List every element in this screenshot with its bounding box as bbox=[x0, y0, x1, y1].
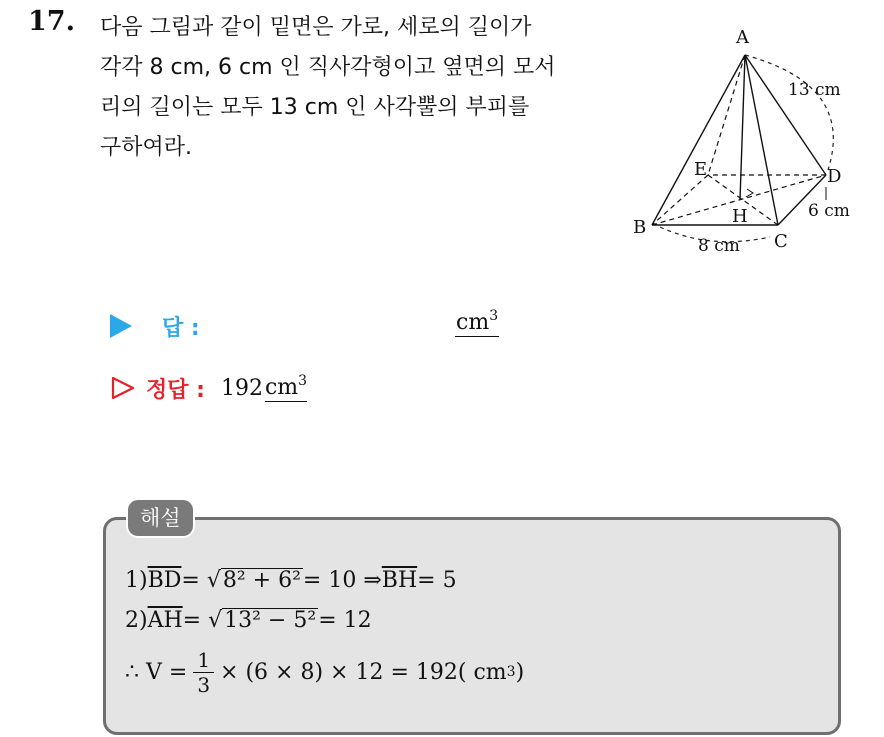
label-B: B bbox=[633, 217, 647, 238]
question-line-1: 다음 그림과 같이 밑면은 가로, 세로의 길이가 bbox=[100, 15, 532, 40]
solution-tab: 해설 bbox=[128, 500, 193, 536]
fraction-numerator: 1 bbox=[193, 648, 214, 673]
solution-line-1 bbox=[125, 560, 524, 600]
line3-close: ) bbox=[515, 659, 525, 685]
height-AH bbox=[740, 55, 745, 200]
edge-AB bbox=[652, 55, 745, 225]
answer-input[interactable] bbox=[455, 310, 499, 337]
circumscribed-arc bbox=[745, 55, 833, 170]
answer-label: 답 : bbox=[162, 315, 200, 341]
label-C: C bbox=[774, 231, 788, 252]
label-edge-length: 13 cm bbox=[788, 80, 841, 100]
line3-rest: × (6 × 8) × 12 = 192( cm bbox=[220, 659, 507, 685]
line1-radicand: 8² + 6² bbox=[222, 567, 301, 593]
segment-bh: $\overline{BH}$ bbox=[381, 567, 418, 593]
answer-unit: cm bbox=[456, 310, 490, 335]
line2-eq: = √ bbox=[182, 607, 223, 633]
edge-AE bbox=[708, 55, 745, 175]
question-text bbox=[100, 8, 620, 168]
label-H: H bbox=[732, 206, 748, 227]
solution-line-3: ∴ V = $\frac{1}{3}$ × (6 × 8) × 12 = 192( cm 3 ) bbox=[125, 647, 525, 697]
right-angle-mark bbox=[746, 189, 753, 197]
correct-unit-wrap bbox=[264, 372, 308, 402]
line1-end: = 5 bbox=[417, 567, 457, 593]
line2-radicand: 13² − 5² bbox=[224, 607, 317, 633]
line2-prefix: 2) bbox=[125, 607, 148, 633]
line3-prefix: ∴ V = bbox=[125, 659, 188, 685]
line1-rest: = 10 ⇒ bbox=[302, 567, 382, 593]
question-line-4: 구하여라. bbox=[100, 135, 193, 160]
question-number: 17. bbox=[28, 6, 75, 37]
label-width: 8 cm bbox=[698, 236, 740, 256]
correct-answer-row bbox=[110, 370, 307, 406]
segment-ah: $\overline{AH}$ bbox=[147, 607, 183, 633]
label-depth: 6 cm bbox=[808, 201, 850, 221]
correct-label: 정답 : bbox=[146, 377, 205, 403]
answer-row bbox=[110, 308, 499, 344]
solution-line-2 bbox=[125, 600, 524, 640]
line1-prefix: 1) bbox=[125, 567, 148, 593]
solution-lines bbox=[125, 560, 524, 704]
label-D: D bbox=[827, 166, 842, 187]
correct-value: 192 bbox=[220, 375, 263, 401]
correct-unit: cm bbox=[264, 374, 299, 400]
correct-unit-exp: 3 bbox=[298, 372, 308, 389]
fraction-one-third bbox=[193, 648, 214, 697]
line2-end: = 12 bbox=[318, 607, 372, 633]
answer-unit-exp: 3 bbox=[489, 308, 499, 324]
question-line-2: 각각 8 cm, 6 cm 인 직사각형이고 옆면의 모서 bbox=[100, 55, 556, 80]
line1-eq: = √ bbox=[181, 567, 221, 593]
play-arrow-icon bbox=[110, 314, 132, 338]
segment-bd: $\overline{BD}$ bbox=[147, 567, 182, 593]
label-A: A bbox=[736, 27, 749, 48]
hollow-arrow-icon bbox=[110, 375, 136, 401]
question-line-3: 리의 길이는 모두 13 cm 인 사각뿔의 부피를 bbox=[100, 95, 530, 120]
label-E: E bbox=[694, 159, 708, 180]
pyramid-figure bbox=[630, 15, 860, 260]
fraction-denominator: 3 bbox=[197, 672, 211, 697]
